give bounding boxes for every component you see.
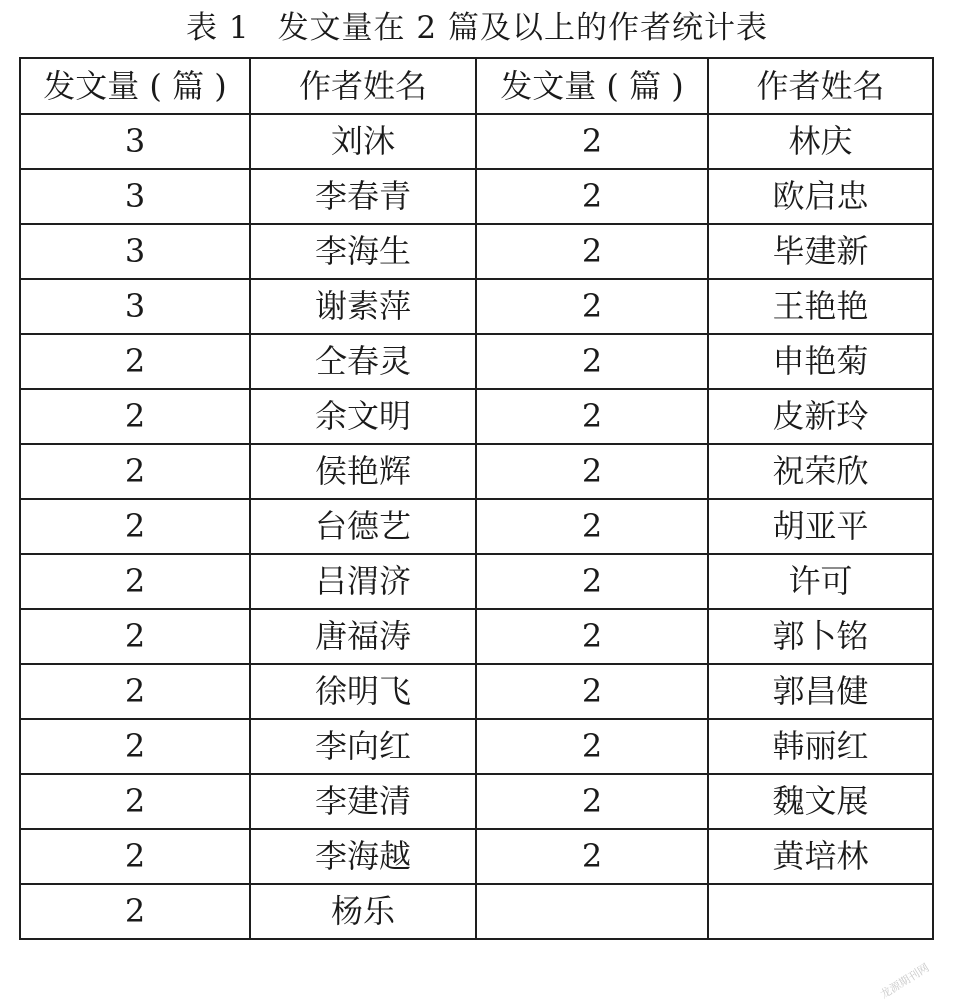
cell-author-name-left: 侯艳辉 xyxy=(250,444,476,499)
table-caption xyxy=(0,6,954,50)
cell-publication-count-left: 2 xyxy=(20,554,250,609)
table-number: 表 1 xyxy=(185,10,250,46)
cell-author-name-left: 李春青 xyxy=(250,169,476,224)
cell-publication-count-right: 2 xyxy=(476,774,708,829)
cell-publication-count-left: 2 xyxy=(20,884,250,939)
header-publication-count-right: 发文量 ( 篇 ) xyxy=(476,58,708,114)
cell-publication-count-right: 2 xyxy=(476,554,708,609)
table-row xyxy=(20,774,933,829)
table-title: 发文量在 2 篇及以上的作者统计表 xyxy=(277,10,768,46)
cell-author-name-left: 李海生 xyxy=(250,224,476,279)
cell-publication-count-right: 2 xyxy=(476,114,708,169)
cell-author-name-left: 李向红 xyxy=(250,719,476,774)
table-row xyxy=(20,169,933,224)
cell-author-name-left: 李海越 xyxy=(250,829,476,884)
table-row xyxy=(20,444,933,499)
header-author-name-right: 作者姓名 xyxy=(708,58,933,114)
cell-author-name-right: 郭卜铭 xyxy=(708,609,933,664)
table-row xyxy=(20,829,933,884)
cell-publication-count-left: 2 xyxy=(20,719,250,774)
cell-author-name-right: 韩丽红 xyxy=(708,719,933,774)
table-row xyxy=(20,609,933,664)
cell-publication-count-left: 3 xyxy=(20,169,250,224)
cell-author-name-left: 杨乐 xyxy=(250,884,476,939)
author-stats-table xyxy=(19,57,934,940)
table-body xyxy=(20,114,933,939)
cell-publication-count-left: 2 xyxy=(20,499,250,554)
cell-publication-count-left: 2 xyxy=(20,334,250,389)
table-row xyxy=(20,719,933,774)
cell-publication-count-right: 2 xyxy=(476,829,708,884)
header-author-name-left: 作者姓名 xyxy=(250,58,476,114)
cell-publication-count-left: 2 xyxy=(20,664,250,719)
cell-author-name-right: 皮新玲 xyxy=(708,389,933,444)
cell-author-name-right: 欧启忠 xyxy=(708,169,933,224)
table-row xyxy=(20,664,933,719)
table-row xyxy=(20,389,933,444)
cell-author-name-right: 黄培林 xyxy=(708,829,933,884)
cell-author-name-left: 刘沐 xyxy=(250,114,476,169)
table-header xyxy=(20,58,933,114)
cell-author-name-left: 吕渭济 xyxy=(250,554,476,609)
cell-author-name-left: 李建清 xyxy=(250,774,476,829)
cell-author-name-left: 唐福涛 xyxy=(250,609,476,664)
cell-publication-count-left: 2 xyxy=(20,444,250,499)
cell-author-name-left: 仝春灵 xyxy=(250,334,476,389)
table-row xyxy=(20,279,933,334)
cell-author-name-left: 余文明 xyxy=(250,389,476,444)
cell-author-name-right: 魏文展 xyxy=(708,774,933,829)
cell-publication-count-left: 2 xyxy=(20,389,250,444)
cell-author-name-right: 林庆 xyxy=(708,114,933,169)
cell-publication-count-right: 2 xyxy=(476,719,708,774)
cell-publication-count-right: 2 xyxy=(476,279,708,334)
cell-publication-count-right: 2 xyxy=(476,444,708,499)
cell-publication-count-left: 2 xyxy=(20,774,250,829)
watermark: 龙源期刊网 xyxy=(877,961,932,1002)
cell-publication-count-left: 3 xyxy=(20,224,250,279)
cell-publication-count-right: 2 xyxy=(476,609,708,664)
cell-publication-count-right: 2 xyxy=(476,334,708,389)
table-row xyxy=(20,114,933,169)
cell-author-name-right: 王艳艳 xyxy=(708,279,933,334)
cell-author-name-right: 申艳菊 xyxy=(708,334,933,389)
cell-author-name-left: 徐明飞 xyxy=(250,664,476,719)
table-row xyxy=(20,554,933,609)
cell-author-name-right xyxy=(708,884,933,939)
cell-publication-count-left: 3 xyxy=(20,114,250,169)
cell-publication-count-left: 2 xyxy=(20,609,250,664)
table-row xyxy=(20,499,933,554)
cell-author-name-right: 祝荣欣 xyxy=(708,444,933,499)
cell-publication-count-right: 2 xyxy=(476,224,708,279)
cell-author-name-right: 郭昌健 xyxy=(708,664,933,719)
cell-author-name-right: 许可 xyxy=(708,554,933,609)
table-row xyxy=(20,224,933,279)
table-row xyxy=(20,334,933,389)
cell-author-name-right: 毕建新 xyxy=(708,224,933,279)
cell-publication-count-left: 2 xyxy=(20,829,250,884)
cell-publication-count-right: 2 xyxy=(476,499,708,554)
cell-author-name-left: 台德艺 xyxy=(250,499,476,554)
header-row xyxy=(20,58,933,114)
table-row xyxy=(20,884,933,939)
cell-author-name-right: 胡亚平 xyxy=(708,499,933,554)
header-publication-count-left: 发文量 ( 篇 ) xyxy=(20,58,250,114)
cell-publication-count-right: 2 xyxy=(476,169,708,224)
cell-author-name-left: 谢素萍 xyxy=(250,279,476,334)
cell-publication-count-right: 2 xyxy=(476,664,708,719)
cell-publication-count-left: 3 xyxy=(20,279,250,334)
cell-publication-count-right: 2 xyxy=(476,389,708,444)
cell-publication-count-right xyxy=(476,884,708,939)
